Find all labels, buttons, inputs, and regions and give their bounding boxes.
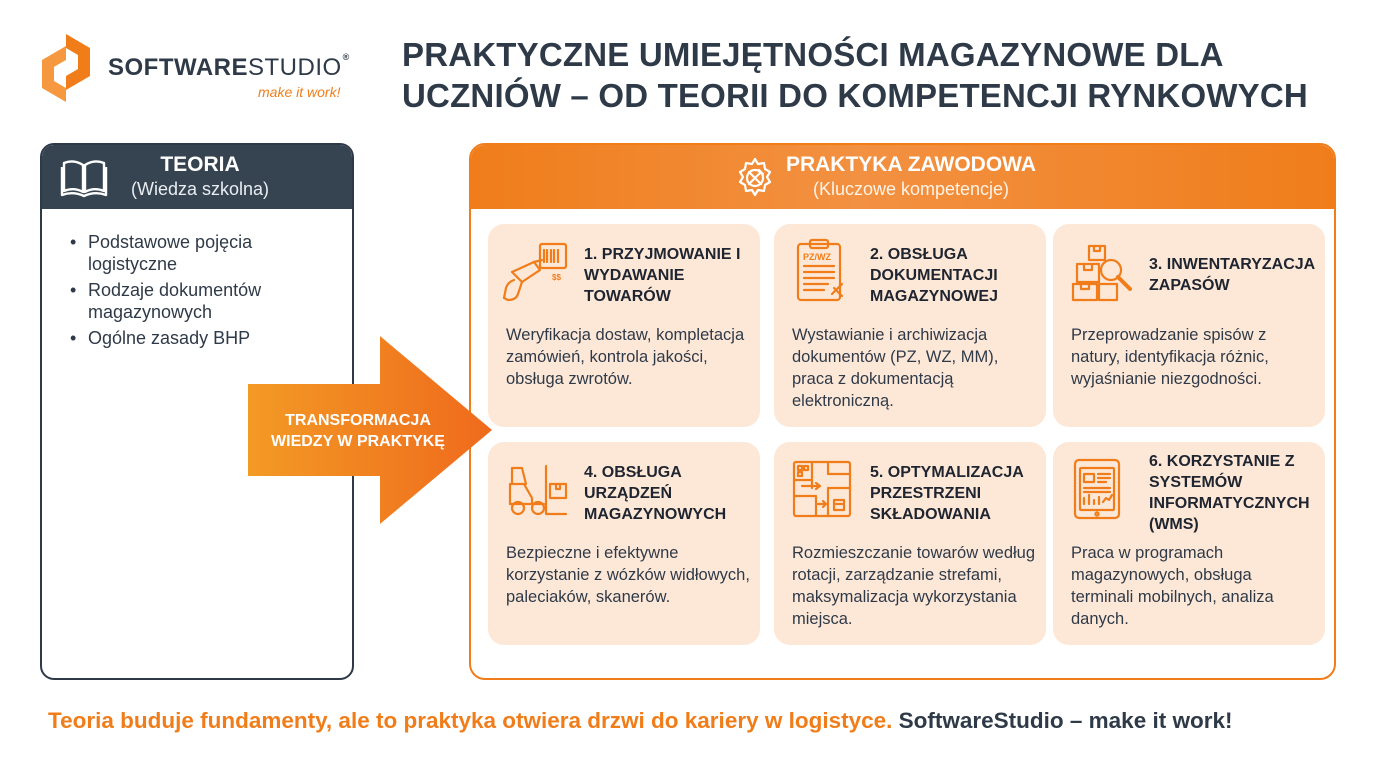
competence-card-3 [1053, 224, 1325, 427]
floor-plan-icon [788, 456, 858, 522]
practice-header [471, 145, 1334, 209]
page-title-line-2: UCZNIÓW – OD TEORII DO KOMPETENCJI RYNKOWYCH [402, 77, 1308, 114]
brand-name: SOFTWARESTUDIO® [108, 52, 350, 81]
card-title: 1. PRZYJMOWANIE I WYDAWANIE TOWARÓW [584, 245, 741, 305]
card-title: 5. OPTYMALIZACJA PRZESTRZENI SKŁADOWANIA [870, 463, 1024, 523]
clipboard-document-icon [788, 238, 858, 304]
forklift-icon [502, 456, 572, 522]
card-title: 6. KORZYSTANIE Z SYSTEMÓW INFORMATYCZNYCH (WMS) [1149, 453, 1310, 533]
barcode-scanner-icon [502, 238, 572, 304]
card-title: 4. OBSŁUGA URZĄDZEŃ MAGAZYNOWYCH [584, 463, 727, 523]
competence-card-4 [488, 442, 760, 645]
brand-logo [40, 32, 360, 104]
theory-subtitle: (Wiedza szkolna) [130, 179, 270, 199]
card-description: Wystawianie i archiwizacja dokumentów (PZ, WZ, MM), praca z dokumentacją elektroniczną. [792, 326, 999, 410]
brand-tagline: make it work! [258, 84, 341, 100]
list-item: • Podstawowe pojęcia logistyczne [70, 231, 332, 275]
open-book-icon [60, 155, 108, 199]
arrow-label: TRANSFORMACJA WIEDZY W PRAKTYKĘ [271, 412, 445, 450]
card-description: Praca w programach magazynowych, obsługa terminali mobilnych, analiza danych. [1071, 544, 1274, 628]
card-title: 2. OBSŁUGA DOKUMENTACJI MAGAZYNOWEJ [870, 245, 998, 305]
list-item: • Ogólne zasady BHP [70, 327, 332, 349]
practice-subtitle: (Kluczowe kompetencje) [812, 179, 1010, 199]
competence-card-1 [488, 224, 760, 427]
footer-slogan [48, 708, 1338, 734]
competence-card-6 [1053, 442, 1325, 645]
footer-slogan-brand: SoftwareStudio – make it work! [892, 708, 1233, 733]
list-item: • Rodzaje dokumentów magazynowych [70, 279, 332, 323]
competence-card-2 [774, 224, 1046, 427]
theory-title: TEORIA [160, 153, 240, 176]
card-description: Przeprowadzanie spisów z natury, identyfikacja różnic, wyjaśnianie niezgodności. [1071, 326, 1269, 388]
practice-panel [469, 143, 1336, 680]
card-description: Weryfikacja dostaw, kompletacja zamówień, kontrola jakości, obsługa zwrotów. [506, 326, 745, 388]
card-description: Rozmieszczanie towarów według rotacji, zarządzanie strefami, maksymalizacja wykorzystania miejsca. [792, 544, 1036, 628]
boxes-magnifier-icon [1067, 238, 1137, 304]
footer-slogan-main: Teoria buduje fundamenty, ale to praktyka otwiera drzwi do kariery w logistyce. [48, 708, 893, 733]
practice-title: PRAKTYKA ZAWODOWA [785, 153, 1037, 176]
document-label: PZ/WZ [803, 252, 831, 262]
tablet-app-icon [1067, 456, 1137, 522]
card-description: Bezpieczne i efektywne korzystanie z wózków widłowych, paleciaków, skanerów. [506, 544, 750, 606]
scanner-label: $$ [552, 273, 561, 282]
page-title [402, 34, 1332, 116]
theory-header [42, 145, 352, 209]
page-title-line-1: PRAKTYCZNE UMIEJĘTNOŚCI MAGAZYNOWE DLA [402, 36, 1224, 73]
card-title: 3. INWENTARYZACJA ZAPASÓW [1149, 256, 1315, 294]
theory-list [42, 209, 352, 349]
competence-card-5 [774, 442, 1046, 645]
softwarestudio-logo-icon [40, 32, 92, 104]
